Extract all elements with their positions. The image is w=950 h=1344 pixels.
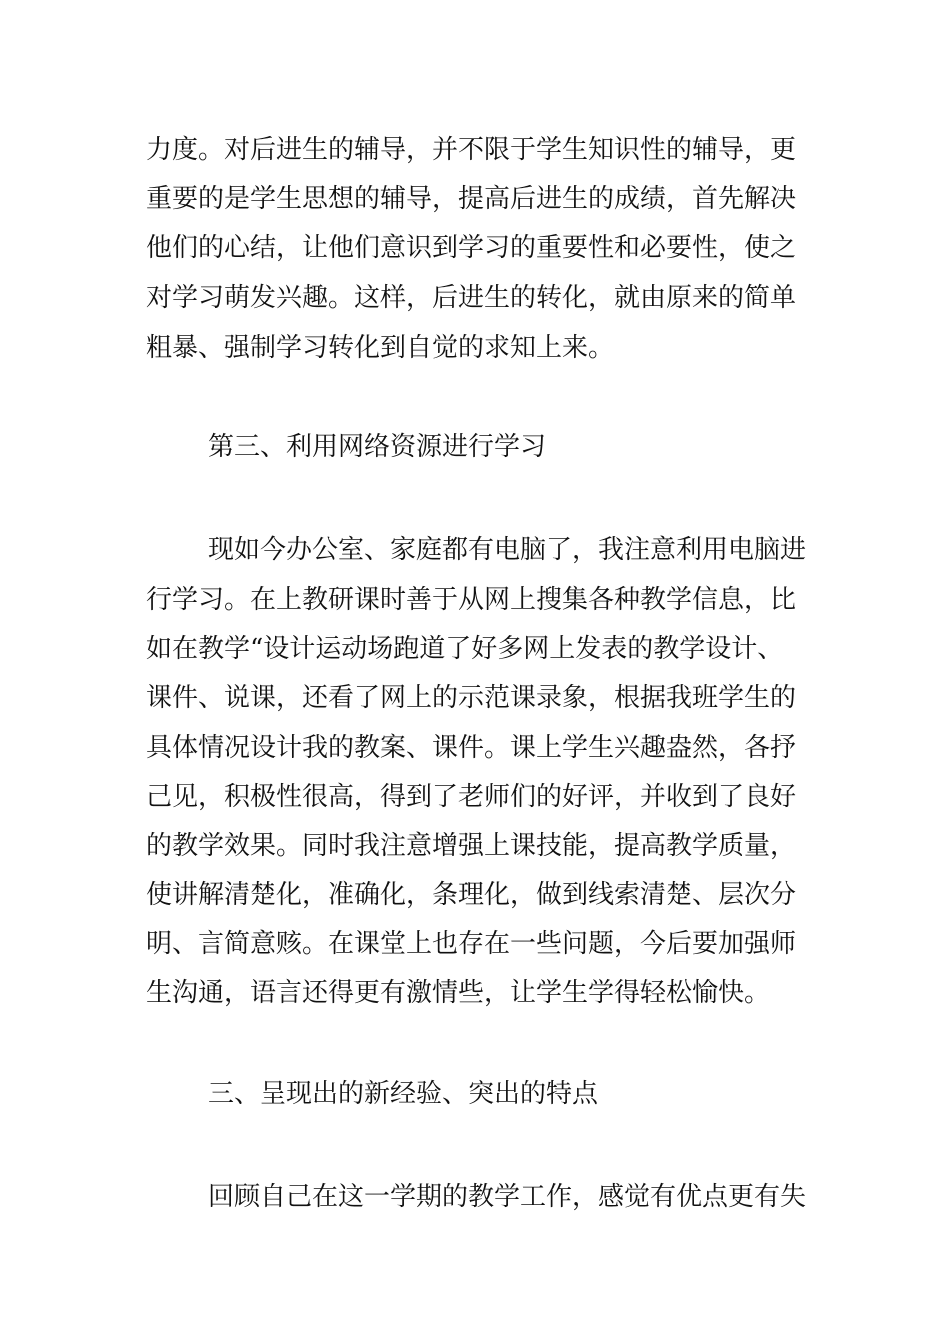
paragraph-2-line-8: 使讲解清楚化，准确化，条理化，做到线索清楚、层次分 (146, 880, 797, 910)
paragraph-1-line-1: 力度。对后进生的辅导，并不限于学生知识性的辅导，更 (146, 135, 797, 165)
paragraph-1-line-2: 重要的是学生思想的辅导，提高后进生的成绩，首先解决 (146, 184, 797, 214)
paragraph-2-line-6: 己见，积极性很高，得到了老师们的好评，并收到了良好 (146, 782, 797, 812)
paragraph-2-line-3: 如在教学“设计运动场跑道了好多网上发表的教学设计、 (146, 634, 784, 664)
paragraph-1-line-4: 对学习萌发兴趣。这样，后进生的转化，就由原来的简单 (146, 283, 797, 313)
section-heading: 三、呈现出的新经验、突出的特点 (208, 1079, 599, 1109)
paragraph-2-line-5: 具体情况设计我的教案、课件。课上学生兴趣盎然，各抒 (146, 733, 797, 763)
paragraph-3-line-1: 回顾自己在这一学期的教学工作，感觉有优点更有失 (208, 1182, 807, 1212)
paragraph-2-line-10: 生沟通，语言还得更有激情些，让学生学得轻松愉快。 (146, 978, 771, 1008)
paragraph-1-line-3: 他们的心结，让他们意识到学习的重要性和必要性，使之 (146, 233, 797, 263)
paragraph-2-line-7: 的教学效果。同时我注意增强上课技能，提高教学质量， (146, 831, 797, 861)
paragraph-2-line-9: 明、言简意赅。在课堂上也存在一些问题，今后要加强师 (146, 929, 797, 959)
paragraph-2-line-4: 课件、说课，还看了网上的示范课录象，根据我班学生的 (146, 683, 797, 713)
paragraph-2-line-1: 现如今办公室、家庭都有电脑了，我注意利用电脑进 (208, 535, 807, 565)
paragraph-2-line-2: 行学习。在上教研课时善于从网上搜集各种教学信息，比 (146, 585, 797, 615)
section-heading: 第三、利用网络资源进行学习 (208, 432, 547, 462)
paragraph-1-line-5: 粗暴、强制学习转化到自觉的求知上来。 (146, 333, 615, 363)
